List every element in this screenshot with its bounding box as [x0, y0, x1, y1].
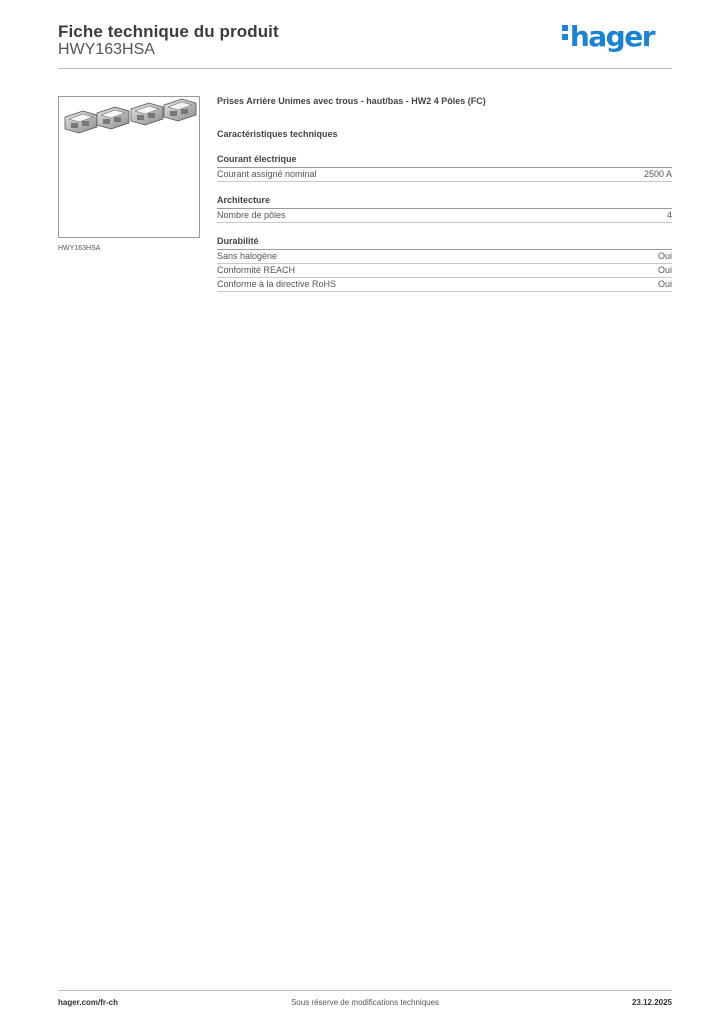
spec-label: Courant assigné nominal: [217, 169, 317, 179]
spec-value: Oui: [657, 265, 672, 275]
footer-divider: [58, 990, 672, 991]
page-header: [58, 20, 672, 68]
product-image-icon: [61, 97, 199, 137]
terminal-block: [65, 111, 97, 133]
product-reference: HWY163HSA: [58, 41, 155, 58]
spec-content: [217, 96, 672, 292]
header-divider: [58, 68, 672, 69]
spec-label: Nombre de pôles: [217, 210, 286, 220]
spec-value: 2500 A: [643, 169, 672, 179]
hager-logo: [562, 20, 654, 53]
image-caption: HWY163HSA: [58, 245, 101, 252]
spec-value: Oui: [657, 279, 672, 289]
spec-group-title: Durabilité: [217, 236, 672, 250]
spec-value: Oui: [657, 251, 672, 261]
spec-label: Sans halogène: [217, 251, 278, 261]
spec-row: [217, 168, 672, 182]
spec-row: [217, 278, 672, 292]
spec-group-durabilite: [217, 236, 672, 292]
logo-text: hager: [569, 20, 654, 53]
spec-value: 4: [666, 210, 672, 220]
spec-group-courant: [217, 154, 672, 182]
footer-website-link[interactable]: hager.com/fr-ch: [58, 998, 119, 1007]
terminal-block: [131, 103, 163, 125]
spec-group-architecture: [217, 195, 672, 223]
logo-colon-icon: [562, 22, 569, 43]
footer-date: 23.12.2025: [631, 998, 672, 1007]
page-title: Fiche technique du produit: [58, 22, 279, 41]
spec-row: [217, 250, 672, 264]
spec-label: Conforme à la directive RoHS: [217, 279, 337, 289]
footer-note: Sous réserve de modifications techniques: [290, 998, 440, 1007]
terminal-block: [97, 107, 129, 129]
spec-group-title: Courant électrique: [217, 154, 672, 168]
spec-row: [217, 264, 672, 278]
spec-group-title: Architecture: [217, 195, 672, 209]
product-image-frame: [58, 96, 200, 238]
product-description: Prises Arrière Unimes avec trous - haut/bas - HW2 4 Pôles (FC): [217, 96, 486, 106]
spec-row: [217, 209, 672, 223]
spec-label: Conformité REACH: [217, 265, 296, 275]
specs-heading: Caractéristiques techniques: [217, 129, 338, 139]
terminal-block: [164, 99, 196, 121]
